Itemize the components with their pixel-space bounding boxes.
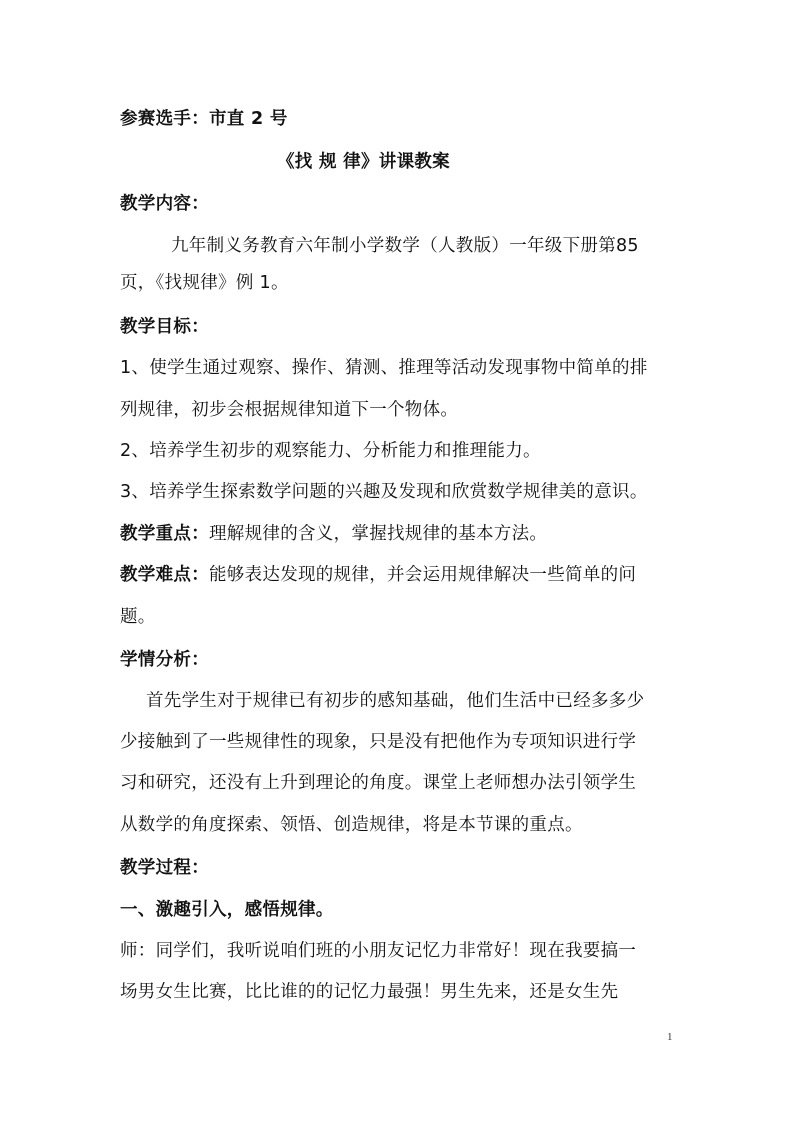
contestant-value: 市直 2 号 [209, 109, 288, 129]
analysis-line-2: 少接触到了一些规律性的现象，只是没有把他作为专项知识进行学 [120, 732, 637, 752]
analysis-heading: 学情分析： [120, 650, 209, 670]
difficulty-text-1: 能够表达发现的规律，并会运用规律解决一些简单的问 [209, 565, 637, 585]
objectives-line-4: 3、培养学生探索数学问题的兴趣及发现和欣赏数学规律美的意识。 [120, 482, 648, 502]
contestant-label: 参赛选手： [120, 109, 209, 129]
content-heading: 教学内容： [120, 194, 209, 214]
process-section-1-heading: 一、激趣引入，感悟规律。 [120, 900, 334, 920]
process-line-2: 场男女生比赛，比比谁的的记忆力最强！男生先来，还是女生先 [120, 982, 619, 1002]
objectives-line-2: 列规律，初步会根据规律知道下一个物体。 [120, 400, 459, 420]
process-heading: 教学过程： [120, 858, 209, 878]
analysis-line-3: 习和研究，还没有上升到理论的角度。课堂上老师想办法引领学生 [120, 773, 637, 793]
document-title: 《找 规 律》讲课教案 [277, 152, 450, 172]
contestant-line [120, 107, 288, 131]
objectives-line-1: 1、使学生通过观察、操作、猜测、推理等活动发现事物中简单的排 [120, 358, 648, 378]
objectives-line-3: 2、培养学生初步的观察能力、分析能力和推理能力。 [120, 441, 541, 461]
page-number: 1 [667, 1031, 673, 1043]
objectives-heading: 教学目标： [120, 317, 209, 337]
key-point-line [120, 522, 547, 546]
key-point-text: 理解规律的含义，掌握找规律的基本方法。 [209, 524, 548, 544]
content-line-1: 九年制义务教育六年制小学数学（人教版）一年级下册第85 [171, 236, 639, 256]
difficulty-label: 教学难点： [120, 565, 209, 585]
content-line-2: 页，《找规律》例 1。 [120, 273, 289, 293]
process-line-1: 师：同学们，我听说咱们班的小朋友记忆力非常好！现在我要搞一 [120, 941, 637, 961]
key-point-label: 教学重点： [120, 524, 209, 544]
analysis-line-4: 从数学的角度探索、领悟、创造规律，将是本节课的重点。 [120, 815, 583, 835]
difficulty-line-2: 题。 [120, 607, 156, 627]
analysis-line-1: 首先学生对于规律已有初步的感知基础，他们生活中已经多多少 [146, 691, 645, 711]
difficulty-line-1 [120, 563, 636, 587]
